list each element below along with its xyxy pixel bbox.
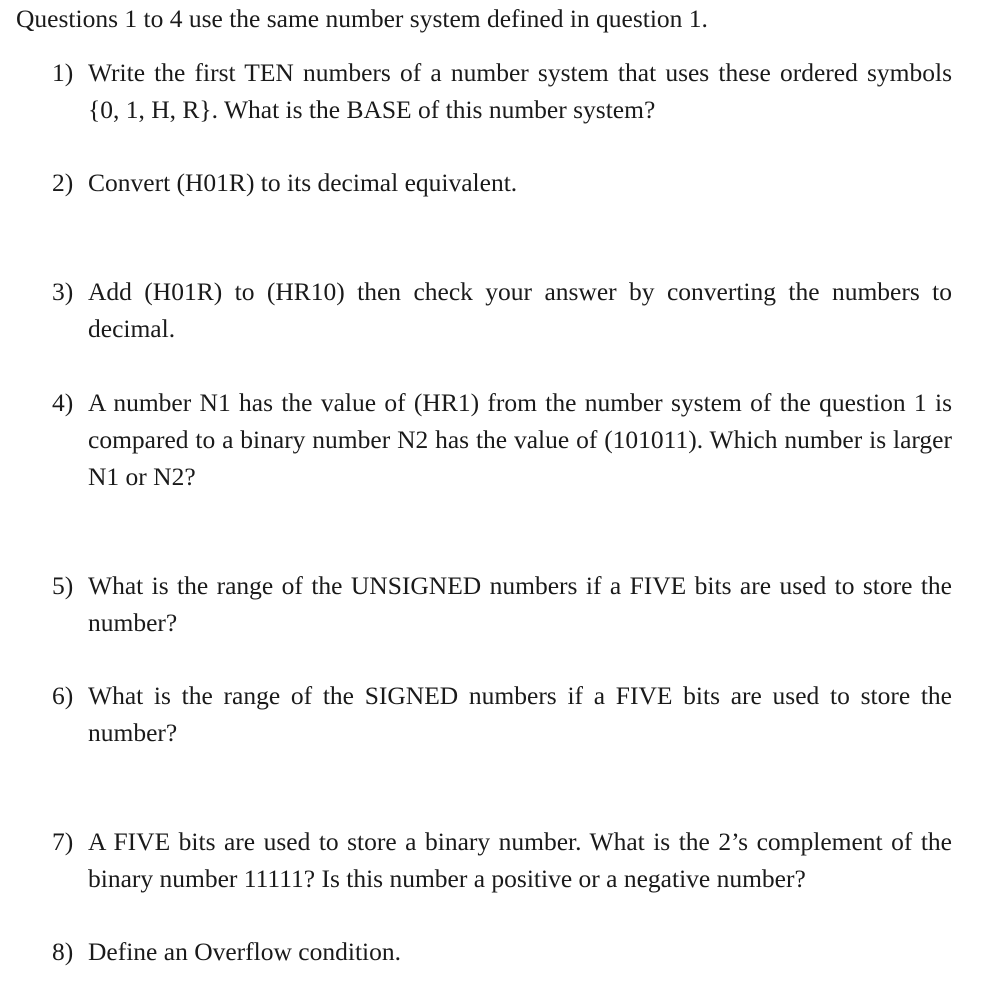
question-3 (52, 273, 952, 347)
question-text: Define an Overflow condition. (88, 937, 401, 966)
question-1 (52, 54, 952, 128)
question-text: What is the range of the UNSIGNED numbers if a FIVE bits are used to store the number? (88, 571, 952, 637)
question-5 (52, 567, 952, 641)
question-8 (52, 933, 952, 970)
question-number: 7) (52, 827, 74, 856)
question-text: Convert (H01R) to its decimal equivalent. (88, 168, 518, 197)
question-number: 1) (52, 58, 74, 87)
question-number: 8) (52, 937, 74, 966)
question-text: Write the first TEN numbers of a number system that uses these ordered symbols {0, 1, H, R}. What is the BASE of this number system? (88, 58, 952, 124)
question-6 (52, 677, 952, 751)
question-number: 2) (52, 168, 74, 197)
question-number: 5) (52, 571, 74, 600)
question-number: 3) (52, 277, 74, 306)
intro-text: Questions 1 to 4 use the same number system defined in question 1. (16, 4, 708, 33)
question-number: 4) (52, 388, 74, 417)
question-text: A number N1 has the value of (HR1) from the number system of the question 1 is compared to a binary number N2 has the value of (101011). Which number is larger N1 or N2? (88, 388, 952, 491)
question-text: Add (H01R) to (HR10) then check your answer by converting the numbers to decimal. (88, 277, 952, 343)
question-7 (52, 823, 952, 897)
question-2 (52, 164, 952, 201)
question-number: 6) (52, 681, 74, 710)
question-4 (52, 384, 952, 495)
question-text: A FIVE bits are used to store a binary number. What is the 2’s complement of the binary number 11111? Is this number a positive or a negative number? (88, 827, 952, 893)
question-text: What is the range of the SIGNED numbers if a FIVE bits are used to store the number? (88, 681, 952, 747)
